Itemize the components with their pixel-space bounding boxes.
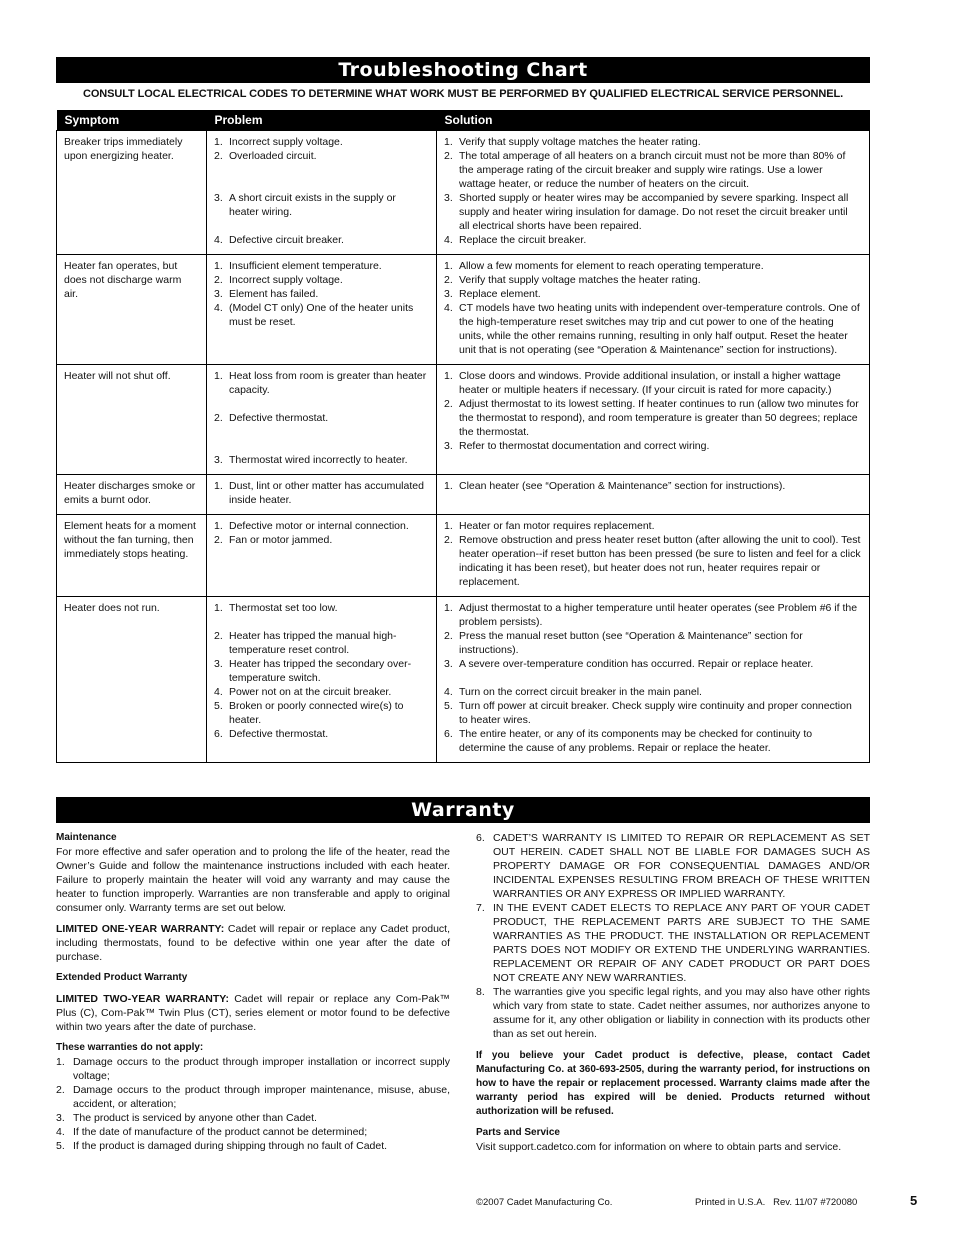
list-item (214, 519, 428, 533)
list-item (214, 369, 428, 397)
item-number: 1. (444, 520, 453, 532)
item-text: A severe over-temperature condition has occurred. Repair or replace heater. (459, 658, 814, 670)
item-number: 3. (56, 1112, 65, 1124)
list-item (444, 727, 861, 755)
symptom-header: Symptom (57, 110, 207, 131)
problem-cell (207, 255, 437, 365)
two-year-label: LIMITED TWO-YEAR WARRANTY: (56, 993, 229, 1005)
item-text: Press the manual reset button (see “Operation & Maintenance” section for instructions). (459, 630, 803, 656)
two-year-text: Cadet will repair or replace any Com-Pak™ Plus (C), Com-Pak™ Twin Plus (CT), series element or motor found to be defective within two years after the date of purchase. (56, 993, 451, 1033)
item-text: Dust, lint or other matter has accumulated inside heater. (229, 480, 424, 506)
item-number: 2. (214, 150, 223, 162)
table-row (57, 515, 870, 597)
symptom-cell: Heater discharges smoke or emits a burnt odor. (57, 475, 207, 515)
item-text: Defective motor or internal connection. (229, 520, 409, 532)
parts-heading: Parts and Service (476, 1127, 560, 1138)
list-item (214, 191, 428, 219)
list-item (56, 1111, 450, 1125)
item-text: Heater has tripped the secondary over-temperature switch. (229, 658, 412, 684)
item-number: 4. (214, 302, 223, 314)
item-text: Thermostat wired incorrectly to heater. (229, 454, 408, 466)
list-item (214, 411, 428, 425)
list-item (214, 629, 428, 657)
item-number: 5. (56, 1140, 65, 1152)
list-item (444, 191, 861, 233)
item-text: Verify that supply voltage matches the heater rating. (459, 274, 701, 286)
list-item (214, 163, 428, 177)
list-item (214, 425, 428, 439)
list-item (56, 1139, 450, 1153)
solution-cell (437, 475, 870, 515)
item-number: 6. (444, 728, 453, 740)
list-item (444, 301, 861, 357)
item-number: 3. (444, 658, 453, 670)
list-item (214, 615, 428, 629)
item-text: CT models have two heating units with independent over-temperature controls. One of the high-temperature reset switches may trip and cut power to one of the heating units, while the other remains running, resulting in only half output. Reset the heater unit that is not operating (see “Operation & Maintenance” section for instructions). (459, 302, 860, 356)
item-text: Adjust thermostat to its lowest setting. If heater continues to run (allow two minutes for the thermostat to respond), and room temperature is greater than 50 degrees; replace the thermostat. (459, 398, 859, 438)
table-row (57, 597, 870, 763)
item-number: 3. (214, 288, 223, 300)
warranty-terms-list (476, 831, 870, 1041)
item-text: Verify that supply voltage matches the heater rating. (459, 136, 701, 148)
item-text: Damage occurs to the product through improper maintenance, misuse, abuse, accident, or alteration; (73, 1084, 450, 1110)
item-text: (Model CT only) One of the heater units must be reset. (229, 302, 414, 328)
list-item (444, 657, 861, 671)
list-item (214, 657, 428, 685)
item-number: 2. (56, 1084, 65, 1096)
item-text: Replace the circuit breaker. (459, 234, 587, 246)
list-item (444, 259, 861, 273)
item-number: 3. (214, 658, 223, 670)
item-text: Damage occurs to the product through improper installation or incorrect supply voltage; (73, 1056, 450, 1082)
item-number: 2. (214, 534, 223, 546)
item-text: Turn off power at circuit breaker. Check supply wire continuity and proper connection to heater wires. (459, 700, 852, 726)
item-text: A short circuit exists in the supply or heater wiring. (229, 192, 396, 218)
solution-cell (437, 255, 870, 365)
list-item (56, 1055, 450, 1083)
warranty-right-column (476, 831, 870, 1154)
item-number: 2. (214, 630, 223, 642)
list-item (444, 533, 861, 589)
item-text: Incorrect supply voltage. (229, 136, 343, 148)
list-item (444, 685, 861, 699)
not-apply-heading: These warranties do not apply: (56, 1042, 204, 1053)
item-text: Replace element. (459, 288, 541, 300)
item-text: Close doors and windows. Provide additional insulation, or install a higher wattage heater or multiple heaters if necessary. (If your circuit is rated for more capacity.) (459, 370, 841, 396)
table-row (57, 255, 870, 365)
copyright: ©2007 Cadet Manufacturing Co. (476, 1197, 613, 1208)
item-text: Incorrect supply voltage. (229, 274, 343, 286)
item-number: 4. (444, 302, 453, 314)
problem-cell (207, 475, 437, 515)
problem-cell (207, 365, 437, 475)
item-text: Broken or poorly connected wire(s) to heater. (229, 700, 404, 726)
list-item (476, 901, 870, 985)
symptom-cell: Heater does not run. (57, 597, 207, 763)
list-item (56, 1083, 450, 1111)
list-item (214, 273, 428, 287)
list-item (214, 259, 428, 273)
item-text: The total amperage of all heaters on a branch circuit must not be more than 80% of the amperage rating of the circuit breaker and supply wire ratings. Use a lower wattage heater, or reduce the number of heaters on the circuit. (459, 150, 846, 190)
item-number: 2. (444, 274, 453, 286)
list-item (476, 831, 870, 901)
list-item (214, 219, 428, 233)
list-item (444, 149, 861, 191)
item-text: Heater or fan motor requires replacement. (459, 520, 655, 532)
list-item (214, 479, 428, 507)
item-text: Defective thermostat. (229, 412, 329, 424)
list-item (214, 699, 428, 727)
list-item (214, 397, 428, 411)
item-number: 6. (476, 832, 485, 844)
one-year-label: LIMITED ONE-YEAR WARRANTY: (56, 923, 225, 935)
list-item (476, 985, 870, 1041)
list-item (214, 601, 428, 615)
problem-header: Problem (207, 110, 437, 131)
solution-cell (437, 365, 870, 475)
list-item (444, 699, 861, 727)
table-row (57, 365, 870, 475)
list-item (444, 287, 861, 301)
troubleshooting-table (56, 110, 870, 763)
item-number: 5. (444, 700, 453, 712)
parts-text: Visit support.cadetco.com for information on where to obtain parts and service. (476, 1141, 842, 1153)
item-text: The warranties give you specific legal rights, and you may also have other rights which vary from state to state. Cadet neither assumes, nor authorizes anyone to assume for it, any other obligation or liability in connection with its products other than as set out herein. (493, 986, 870, 1040)
item-number: 5. (214, 700, 223, 712)
list-item (214, 149, 428, 163)
item-number: 3. (444, 440, 453, 452)
list-item (444, 671, 861, 685)
item-number: 1. (214, 480, 223, 492)
item-text: Overloaded circuit. (229, 150, 317, 162)
defective-notice: If you believe your Cadet product is defective, please, contact Cadet Manufacturing Co. at 360-693-2505, during the warranty period, for instructions on how to have the repair or replacement processed. Warranty claims made after the warranty period has expired will be denied. Products returned without authorization will be refused. (476, 1050, 870, 1117)
item-number: 2. (444, 630, 453, 642)
warranty-title: Warranty (56, 797, 870, 823)
item-number: 2. (444, 398, 453, 410)
list-item (444, 273, 861, 287)
item-number: 3. (214, 192, 223, 204)
list-item (444, 369, 861, 397)
item-text: Adjust thermostat to a higher temperature until heater operates (see Problem #6 if the problem persists). (459, 602, 858, 628)
item-text: Defective thermostat. (229, 728, 329, 740)
item-number: 4. (56, 1126, 65, 1138)
one-year-text: Cadet will repair or replace any Cadet product, including thermostats, found to be defective within one year after the date of purchase. (56, 923, 450, 963)
item-number: 1. (444, 370, 453, 382)
list-item (214, 177, 428, 191)
item-text: Heat loss from room is greater than heater capacity. (229, 370, 427, 396)
item-number: 1. (214, 260, 223, 272)
item-number: 8. (476, 986, 485, 998)
item-number: 1. (214, 370, 223, 382)
list-item (214, 135, 428, 149)
item-number: 3. (444, 192, 453, 204)
not-apply-list (56, 1055, 450, 1153)
item-number: 2. (444, 534, 453, 546)
list-item (214, 301, 428, 329)
table-row (57, 475, 870, 515)
item-text: Remove obstruction and press heater reset button (after allowing the unit to cool). Test heater operation--if reset button has been pressed (be sure to listen and feel for a click indicating it has been reset), but heater does not run, heater requires repair or replacement. (459, 534, 861, 588)
extended-heading: Extended Product Warranty (56, 972, 188, 983)
print-info: Printed in U.S.A. Rev. 11/07 #720080 (695, 1197, 858, 1208)
table-header-row (57, 110, 870, 131)
maintenance-text: For more effective and safer operation and to prolong the life of the heater, read the Owner’s Guide and follow the maintenance instructions included with each heater. Failure to properly maintain the heater will void any warranty and may cause the heater to function improperly. Warranties are non transferable and apply to original consumer only. Warranty terms are set out below. (56, 846, 450, 914)
list-item (214, 233, 428, 247)
list-item (214, 439, 428, 453)
solution-cell (437, 515, 870, 597)
item-text: Allow a few moments for element to reach operating temperature. (459, 260, 764, 272)
symptom-cell: Heater will not shut off. (57, 365, 207, 475)
list-item (444, 601, 861, 629)
item-number: 2. (214, 412, 223, 424)
item-number: 1. (444, 136, 453, 148)
item-number: 1. (444, 260, 453, 272)
table-row (57, 131, 870, 255)
solution-cell (437, 131, 870, 255)
item-text: If the product is damaged during shipping through no fault of Cadet. (73, 1140, 388, 1152)
item-number: 7. (476, 902, 485, 914)
item-number: 1. (444, 602, 453, 614)
item-text: Refer to thermostat documentation and correct wiring. (459, 440, 710, 452)
problem-cell (207, 515, 437, 597)
item-number: 1. (214, 602, 223, 614)
list-item (444, 439, 861, 453)
item-number: 4. (444, 686, 453, 698)
solution-cell (437, 597, 870, 763)
list-item (214, 685, 428, 699)
item-number: 1. (214, 136, 223, 148)
consult-notice: CONSULT LOCAL ELECTRICAL CODES TO DETERMINE WHAT WORK MUST BE PERFORMED BY QUALIFIED ELECTRICAL SERVICE PERSONNEL. (82, 88, 844, 100)
item-text: Power not on at the circuit breaker. (229, 686, 392, 698)
item-number: 4. (214, 234, 223, 246)
item-text: Insufficient element temperature. (229, 260, 382, 272)
list-item (444, 479, 861, 493)
troubleshooting-title: Troubleshooting Chart (56, 57, 870, 83)
list-item (444, 397, 861, 439)
item-text: Heater has tripped the manual high-temperature reset control. (229, 630, 397, 656)
item-number: 3. (214, 454, 223, 466)
item-text: The entire heater, or any of its components may be checked for continuity to determine the cause of any problems. Repair or replace the heater. (459, 728, 813, 754)
item-number: 1. (56, 1056, 65, 1068)
list-item (444, 233, 861, 247)
list-item (214, 727, 428, 741)
item-number: 1. (444, 480, 453, 492)
list-item (214, 453, 428, 467)
list-item (214, 533, 428, 547)
list-item (214, 287, 428, 301)
problem-cell (207, 597, 437, 763)
item-number: 4. (214, 686, 223, 698)
list-item (444, 519, 861, 533)
list-item (444, 135, 861, 149)
symptom-cell: Heater fan operates, but does not discharge warm air. (57, 255, 207, 365)
item-number: 2. (444, 150, 453, 162)
item-number: 6. (214, 728, 223, 740)
item-text: Thermostat set too low. (229, 602, 338, 614)
problem-cell (207, 131, 437, 255)
item-text: Element has failed. (229, 288, 319, 300)
item-text: CADET’S WARRANTY IS LIMITED TO REPAIR OR REPLACEMENT AS SET OUT HEREIN. CADET SHALL NOT BE LIABLE FOR DAMAGES SUCH AS PROPERTY DAMAGE OR FOR CONSEQUENTIAL DAMAGES AND/OR INCIDENTAL EXPENSES RESULTING FROM BREACH OF THESE WRITTEN WARRANTIES OR ANY EXPRESS OR IMPLIED WARRANTY. (493, 832, 870, 900)
item-text: Shorted supply or heater wires may be accompanied by severe sparking. Inspect all supply and heater wiring insulation for damage. Do not reset the circuit breaker until all electrical shorts have been repaired. (459, 192, 849, 232)
warranty-left-column (56, 831, 450, 1153)
symptom-cell: Element heats for a moment without the fan turning, then immediately stops heating. (57, 515, 207, 597)
item-number: 2. (214, 274, 223, 286)
item-text: Defective circuit breaker. (229, 234, 344, 246)
symptom-cell: Breaker trips immediately upon energizing heater. (57, 131, 207, 255)
list-item (56, 1125, 450, 1139)
item-text: The product is serviced by anyone other than Cadet. (73, 1112, 317, 1124)
item-text: IN THE EVENT CADET ELECTS TO REPLACE ANY PART OF YOUR CADET PRODUCT, THE REPLACEMENT PARTS ARE SUBJECT TO THE SAME WARRANTIES AS THE PRODUCT. THE INSTALLATION OR REPLACEMENT PARTS DOES NOT MODIFY OR EXTEND THE UNDERLYING WARRANTIES. REPLACEMENT OR REPAIR OF ANY CADET PRODUCT OR PART DOES NOT CREATE ANY NEW WARRANTIES. (493, 902, 870, 984)
two-year-warranty (56, 992, 450, 1034)
item-text: If the date of manufacture of the product cannot be determined; (73, 1126, 368, 1138)
item-number: 1. (214, 520, 223, 532)
list-item (444, 629, 861, 657)
page-number: 5 (910, 1193, 918, 1208)
maintenance-heading: Maintenance (56, 832, 117, 843)
item-number: 3. (444, 288, 453, 300)
item-number: 4. (444, 234, 453, 246)
item-text: Clean heater (see “Operation & Maintenance” section for instructions). (459, 480, 786, 492)
item-text: Turn on the correct circuit breaker in the main panel. (459, 686, 702, 698)
item-text: Fan or motor jammed. (229, 534, 333, 546)
solution-header: Solution (437, 110, 870, 131)
one-year-warranty (56, 922, 450, 964)
